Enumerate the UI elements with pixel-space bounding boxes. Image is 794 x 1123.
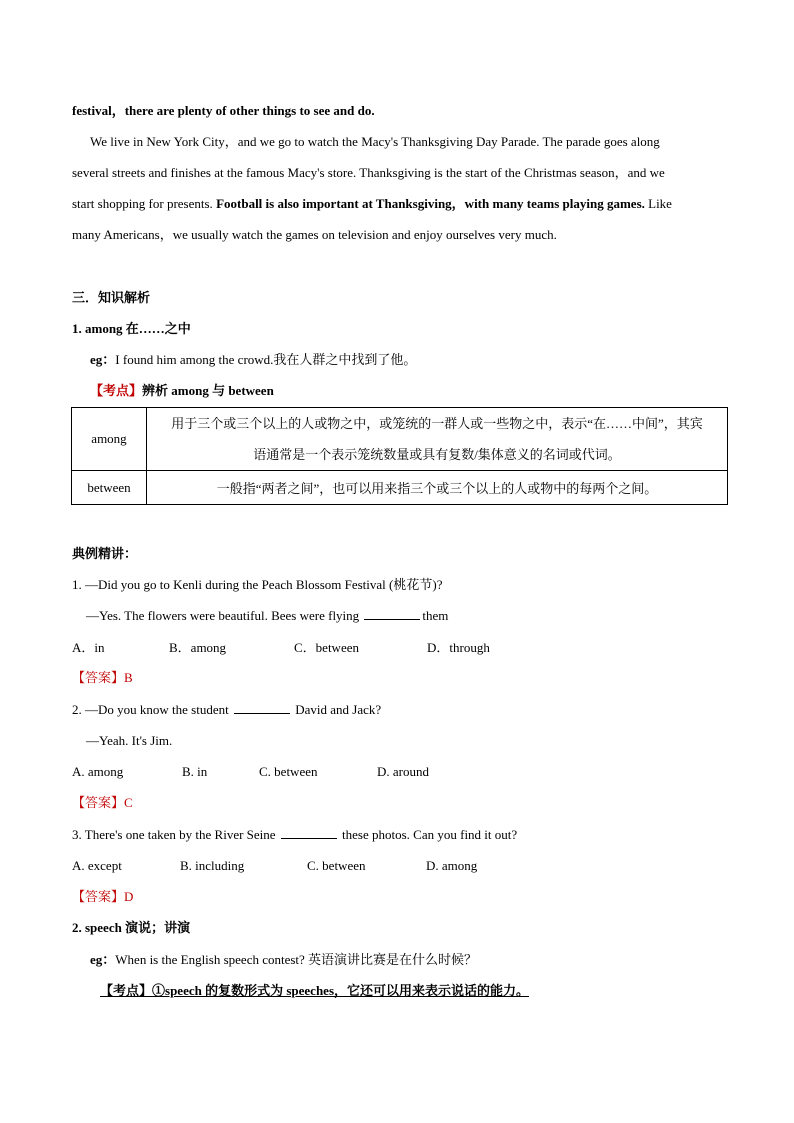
table-desc-line: 用于三个或三个以上的人或物之中，或笼统的一群人或一些物之中，表示“在……中间”，其宾 xyxy=(171,416,703,431)
q1-line-a: 1. —Did you go to Kenli during the Peach Blossom Festival (桃花节)? xyxy=(72,577,443,592)
answer-value: D xyxy=(124,889,134,904)
passage-line-5: many Americans，we usually watch the games on television and enjoy ourselves very much. xyxy=(72,227,557,242)
eg-text: I found him among the crowd.我在人群之中找到了他。 xyxy=(115,352,417,367)
option-d: D．through xyxy=(427,640,490,655)
answer-label: 【答案】 xyxy=(72,670,125,685)
section-heading: 三．知识解析 xyxy=(72,290,151,305)
q1-answer xyxy=(72,669,133,687)
option-a: A. except xyxy=(72,858,122,873)
item1-title: 1. among 在……之中 xyxy=(72,321,191,336)
kaodian-label: 【考点】 xyxy=(90,383,143,398)
answer-label: 【答案】 xyxy=(72,795,125,810)
q1-line-b xyxy=(86,607,448,625)
table-word-cell: among xyxy=(72,408,147,471)
answer-blank xyxy=(364,607,420,620)
q3-text-pre: 3. There's one taken by the River Seine xyxy=(72,827,279,842)
table-desc-cell xyxy=(147,471,728,505)
kaodian-line xyxy=(90,382,274,400)
eg-label: eg： xyxy=(90,352,116,367)
table-desc-cell xyxy=(147,408,728,471)
q2-line-a xyxy=(72,701,381,719)
option-a: A. among xyxy=(72,764,124,779)
q2-text-post: David and Jack? xyxy=(291,702,382,717)
q3-line xyxy=(72,826,517,844)
table-row xyxy=(72,471,728,505)
item2-example xyxy=(90,951,477,969)
option-b: B. in xyxy=(182,764,208,779)
answer-blank xyxy=(281,826,337,839)
option-c: C. between xyxy=(259,764,318,779)
q1-text-pre: —Yes. The flowers were beautiful. Bees were flying xyxy=(86,608,363,623)
option-a: A．in xyxy=(72,640,105,655)
kaodian-label: 【考点】 xyxy=(100,983,153,998)
answer-label: 【答案】 xyxy=(72,889,125,904)
answer-blank xyxy=(234,701,290,714)
item2-kaodian xyxy=(100,982,529,1000)
passage-line-4-tail: Like xyxy=(644,196,672,211)
kaodian-text: ①speech 的复数形式为 speeches，它还可以用来表示说话的能力。 xyxy=(152,983,530,998)
table-desc-line: 语通常是一个表示笼统数量或具有复数/集体意义的名词或代词。 xyxy=(253,447,621,462)
kaodian-text: 辨析 among 与 between xyxy=(142,383,274,398)
q1-text-post: them xyxy=(422,608,449,623)
eg-label: eg： xyxy=(90,952,116,967)
comparison-table xyxy=(71,407,728,505)
table-word-cell: between xyxy=(72,471,147,505)
option-b: B．among xyxy=(169,640,227,655)
item2-title: 2. speech 演说；讲演 xyxy=(72,920,191,935)
item1-example xyxy=(90,351,416,369)
option-b: B. including xyxy=(180,858,245,873)
option-c: C. between xyxy=(307,858,366,873)
option-d: D. among xyxy=(426,858,478,873)
passage-line-4 xyxy=(72,195,672,213)
passage-line-2: We live in New York City，and we go to watch the Macy's Thanksgiving Day Parade. The parade goes along xyxy=(90,134,660,149)
table-desc-line: 一般指“两者之间”，也可以用来指三个或三个以上的人或物中的每两个之间。 xyxy=(216,481,658,496)
q3-options xyxy=(72,857,477,875)
answer-value: C xyxy=(124,795,133,810)
q3-text-post: these photos. Can you find it out? xyxy=(338,827,518,842)
answer-value: B xyxy=(124,670,133,685)
passage-line-3: several streets and finishes at the famous Macy's store. Thanksgiving is the start of the Christmas season，and we xyxy=(72,165,665,180)
q2-answer xyxy=(72,794,133,812)
eg-text: When is the English speech contest? 英语演讲比赛是在什么时候？ xyxy=(115,952,478,967)
q3-answer xyxy=(72,888,133,906)
q2-line-b: —Yeah. It's Jim. xyxy=(86,733,173,748)
examples-heading: 典例精讲： xyxy=(72,546,138,561)
q2-options xyxy=(72,763,429,781)
passage-line-1: festival，there are plenty of other things to see and do. xyxy=(72,103,375,118)
passage-line-4-bold: Football is also important at Thanksgiving，with many teams playing games. xyxy=(216,196,645,211)
q2-text-pre: 2. —Do you know the student xyxy=(72,702,232,717)
option-c: C．between xyxy=(294,640,359,655)
passage-line-4-plain: start shopping for presents. xyxy=(72,196,217,211)
q1-options xyxy=(72,639,490,657)
table-row xyxy=(72,408,728,471)
option-d: D. around xyxy=(377,764,429,779)
